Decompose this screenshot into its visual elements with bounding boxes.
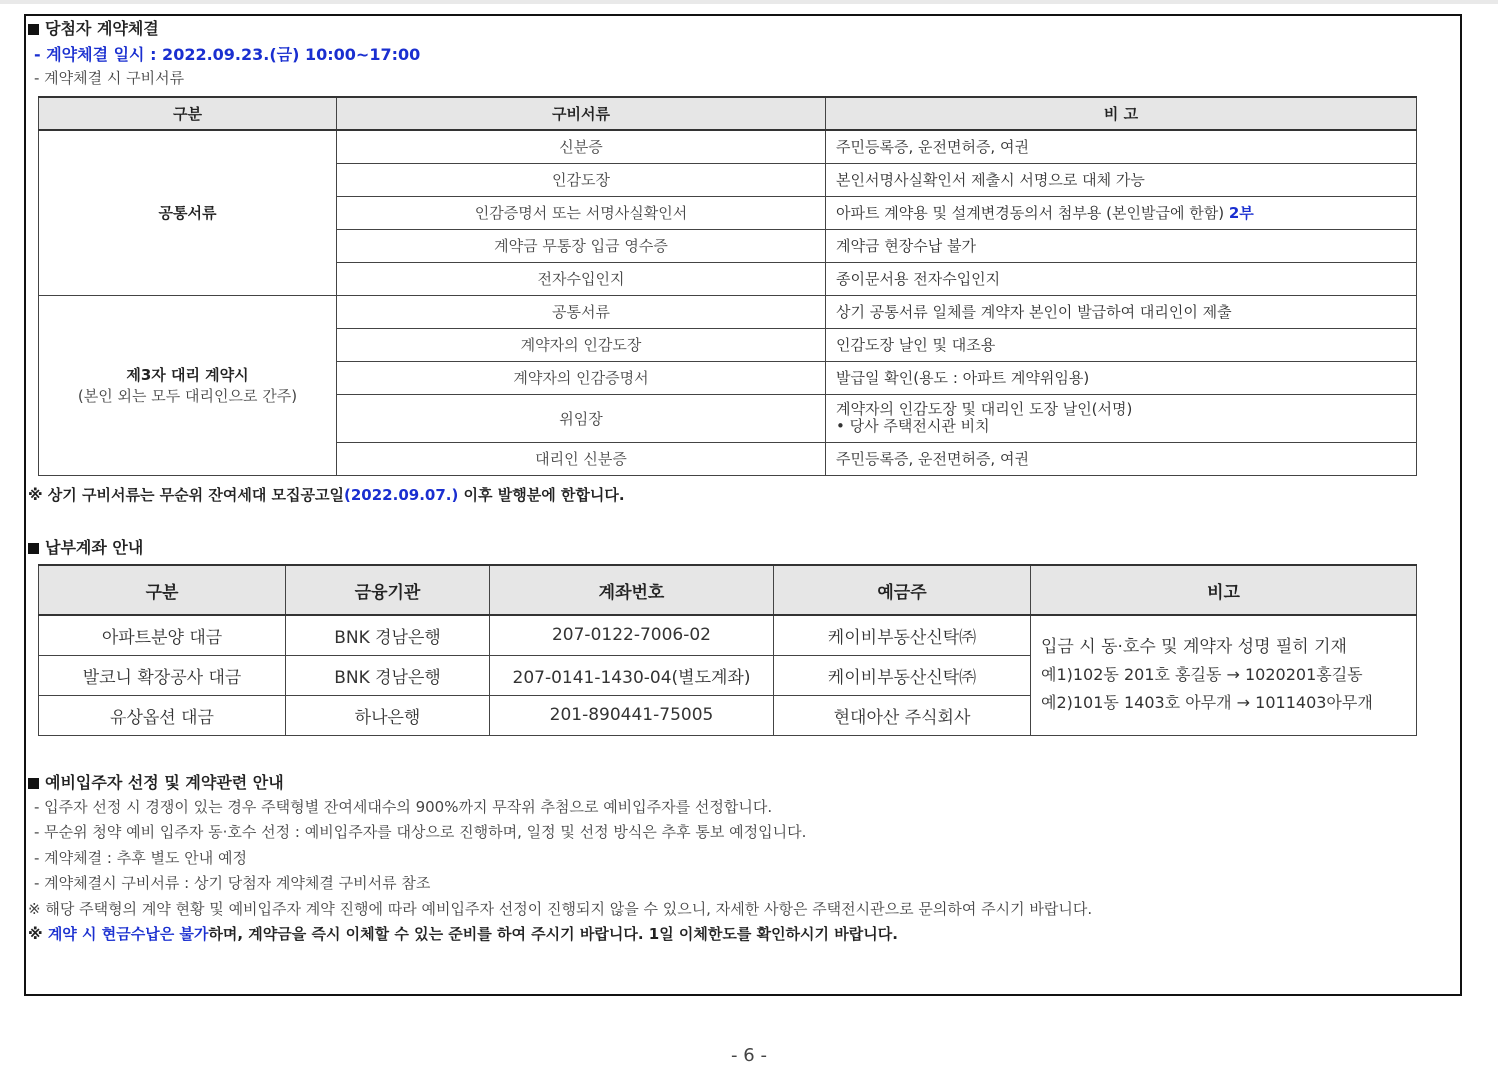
- note-cell: 계약금 현장수납 불가: [826, 229, 1417, 262]
- doc-cell: 인감도장: [337, 163, 826, 196]
- note-cell: 주민등록증, 운전면허증, 여권: [826, 130, 1417, 163]
- note-cell: [826, 196, 1417, 229]
- remark-line: 예2)101동 1403호 아무개 → 1011403아무개: [1041, 693, 1373, 713]
- final-notice-text: 하며, 계약금을 즉시 이체할 수 있는 준비를 하여 주시기 바랍니다. 1일 이체한도를 확인하시기 바랍니다.: [208, 925, 898, 943]
- footnote-text: 이후 발행분에 한합니다.: [458, 486, 625, 504]
- section-heading-text: 예비입주자 선정 및 계약관련 안내: [45, 773, 284, 792]
- account-holder-cell: 케이비부동산신탁㈜: [774, 615, 1031, 655]
- note-cell: 본인서명사실확인서 제출시 서명으로 대체 가능: [826, 163, 1417, 196]
- note-cell: 주민등록증, 운전면허증, 여권: [826, 442, 1417, 475]
- section-heading-reserve: [28, 770, 284, 793]
- doc-cell: 인감증명서 또는 서명사실확인서: [337, 196, 826, 229]
- table-header-row: [39, 97, 1417, 130]
- bank-cell: BNK 경남은행: [286, 655, 490, 695]
- group-label-proxy: [39, 295, 337, 475]
- footnote-text: ※ 상기 구비서류는 무순위 잔여세대 모집공고일: [28, 486, 345, 504]
- table-row: [39, 615, 1417, 655]
- page-number: - 6 -: [731, 1045, 767, 1066]
- account-holder-cell: 케이비부동산신탁㈜: [774, 655, 1031, 695]
- square-bullet-icon: [28, 24, 39, 35]
- bank-cell: BNK 경남은행: [286, 615, 490, 655]
- square-bullet-icon: [28, 543, 39, 554]
- square-bullet-icon: [28, 778, 39, 789]
- account-number-cell: 207-0122-7006-02: [490, 615, 774, 655]
- info-line: ※ 해당 주택형의 계약 현황 및 예비입주자 계약 진행에 따라 예비입주자 선정이 진행되지 않을 수 있으니, 자세한 사항은 주택전시관으로 문의하여 주시기 바랍니다.: [28, 900, 1093, 918]
- note-text: • 당사 주택전시관 비치: [836, 417, 990, 435]
- info-line: - 무순위 청약 예비 입주자 동·호수 선정 : 예비입주자를 대상으로 진행하며, 일정 및 선정 방식은 추후 통보 예정입니다.: [34, 823, 807, 841]
- doc-cell: 신분증: [337, 130, 826, 163]
- note-cell: 상기 공통서류 일체를 계약자 본인이 발급하여 대리인이 제출: [826, 295, 1417, 328]
- note-cell: 종이문서용 전자수입인지: [826, 262, 1417, 295]
- docs-footnote: [28, 484, 625, 505]
- top-edge: [0, 0, 1498, 4]
- account-holder-cell: 현대아산 주식회사: [774, 695, 1031, 735]
- account-number-cell: 201-890441-75005: [490, 695, 774, 735]
- info-line: - 입주자 선정 시 경쟁이 있는 경우 주택형별 잔여세대수의 900%까지 무작위 추첨으로 예비입주자를 선정합니다.: [34, 798, 773, 816]
- column-header: 예금주: [774, 565, 1031, 615]
- info-line: - 계약체결 : 추후 별도 안내 예정: [34, 849, 247, 867]
- table-row: [39, 130, 1417, 163]
- bank-cell: 하나은행: [286, 695, 490, 735]
- group-sublabel-text: (본인 외는 모두 대리인으로 간주): [77, 387, 298, 405]
- footnote-date: (2022.09.07.): [344, 486, 459, 504]
- account-number-cell: 207-0141-1430-04(별도계좌): [490, 655, 774, 695]
- payment-type-cell: 아파트분양 대금: [39, 615, 286, 655]
- doc-cell: 대리인 신분증: [337, 442, 826, 475]
- remarks-cell: [1031, 615, 1417, 735]
- doc-cell: 계약자의 인감도장: [337, 328, 826, 361]
- table-row: [39, 295, 1417, 328]
- column-header: 구비서류: [337, 97, 826, 130]
- remark-line: 예1)102동 201호 홍길동 → 1020201홍길동: [1041, 665, 1363, 685]
- group-label-text: 제3자 대리 계약시: [126, 366, 249, 384]
- column-header: 비 고: [826, 97, 1417, 130]
- note-text: 아파트 계약용 및 설계변경동의서 첨부용 (본인발급에 한함): [836, 204, 1225, 222]
- note-emphasis: 2부: [1228, 204, 1254, 222]
- column-header: 비고: [1031, 565, 1417, 615]
- doc-cell: 계약자의 인감증명서: [337, 361, 826, 394]
- section-heading-account: [28, 535, 143, 558]
- final-notice-emphasis: 계약 시 현금수납은 불가: [47, 925, 209, 943]
- group-label-common: 공통서류: [39, 130, 337, 295]
- final-notice-mark: ※: [28, 925, 48, 943]
- doc-cell: 공통서류: [337, 295, 826, 328]
- section-heading-contract: [28, 16, 159, 39]
- note-cell: [826, 394, 1417, 442]
- column-header: 구분: [39, 97, 337, 130]
- column-header: 계좌번호: [490, 565, 774, 615]
- contract-date-line: - 계약체결 일시 : 2022.09.23.(금) 10:00~17:00: [34, 45, 421, 64]
- payment-type-cell: 유상옵션 대금: [39, 695, 286, 735]
- info-line: - 계약체결시 구비서류 : 상기 당첨자 계약체결 구비서류 참조: [34, 874, 431, 892]
- doc-cell: 위임장: [337, 394, 826, 442]
- table-header-row: [39, 565, 1417, 615]
- note-cell: 인감도장 날인 및 대조용: [826, 328, 1417, 361]
- note-cell: 발급일 확인(용도 : 아파트 계약위임용): [826, 361, 1417, 394]
- payment-type-cell: 발코니 확장공사 대금: [39, 655, 286, 695]
- section-heading-text: 납부계좌 안내: [45, 538, 144, 557]
- column-header: 금융기관: [286, 565, 490, 615]
- column-header: 구분: [39, 565, 286, 615]
- note-text: 계약자의 인감도장 및 대리인 도장 날인(서명): [836, 400, 1133, 418]
- account-table: [38, 564, 1417, 736]
- section-heading-text: 당첨자 계약체결: [45, 19, 159, 38]
- doc-cell: 계약금 무통장 입금 영수증: [337, 229, 826, 262]
- doc-cell: 전자수입인지: [337, 262, 826, 295]
- required-docs-table: [38, 96, 1417, 476]
- remark-line: 입금 시 동·호수 및 계약자 성명 필히 기재: [1041, 637, 1347, 658]
- required-docs-line: - 계약체결 시 구비서류: [34, 69, 185, 87]
- final-notice: [28, 923, 898, 944]
